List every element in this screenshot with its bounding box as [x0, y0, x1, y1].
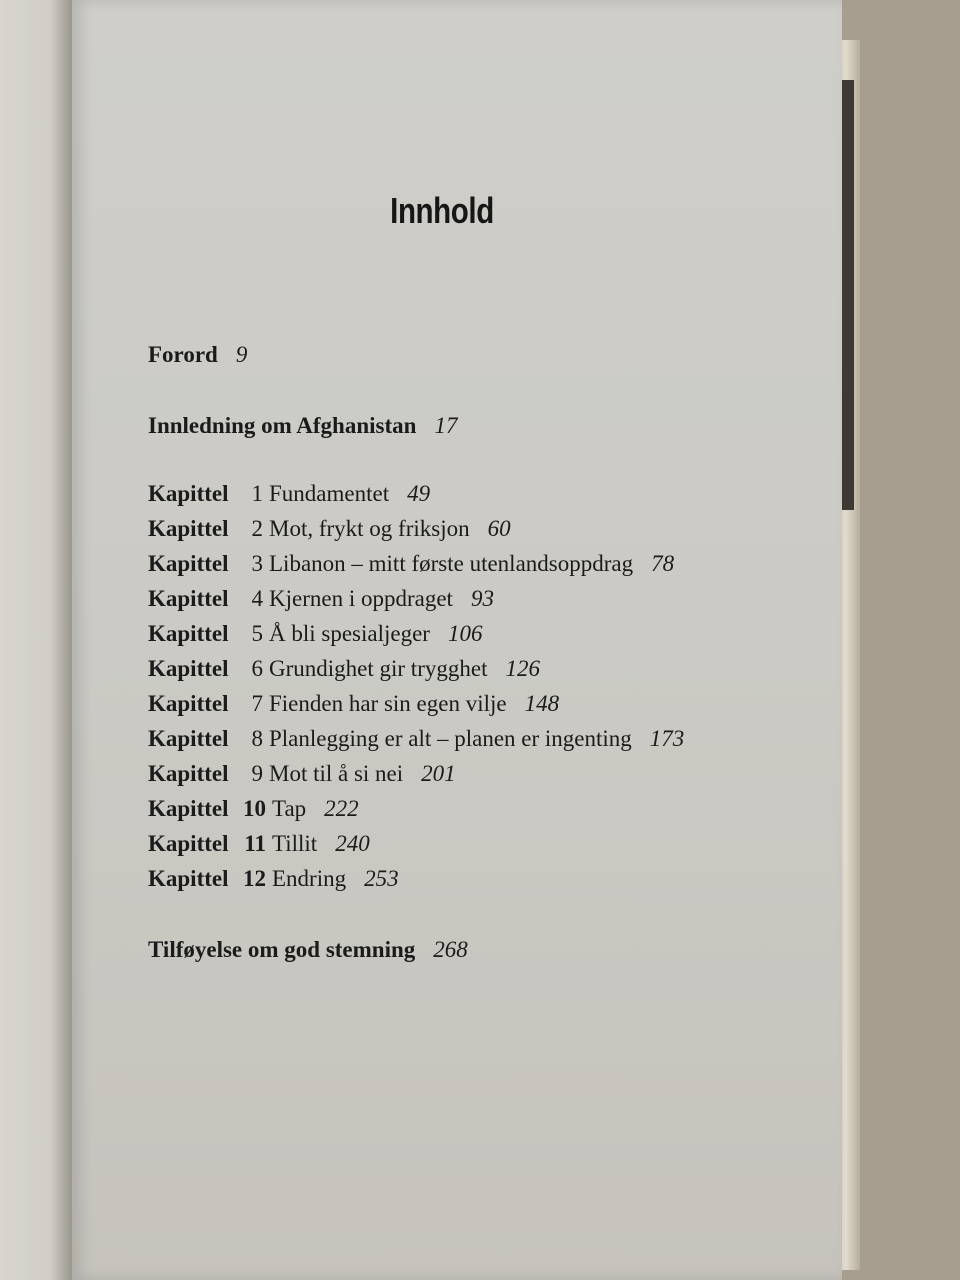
toc-page-number: 17 — [434, 413, 458, 438]
chapter-number: 4 — [251, 586, 263, 611]
toc-page-number: 106 — [447, 621, 483, 646]
chapter-number: 12 — [243, 866, 266, 891]
chapter-title: Å bli spesialjeger — [269, 621, 430, 646]
toc-chapter-row — [148, 586, 494, 616]
chapter-number: 6 — [251, 656, 263, 681]
toc-chapter-row — [148, 691, 559, 721]
toc-page-number: 173 — [649, 726, 685, 751]
page-title: Innhold — [390, 190, 494, 231]
chapter-prefix: Kapittel — [148, 691, 229, 716]
chapter-prefix: Kapittel — [148, 551, 229, 576]
chapter-number: 2 — [251, 516, 263, 541]
toc-chapter-row — [148, 551, 674, 581]
chapter-number: 3 — [251, 551, 263, 576]
toc-page-number: 60 — [487, 516, 511, 541]
toc-entry-label: Tilføyelse om god stemning — [148, 937, 416, 962]
toc-entry-label: Forord — [148, 342, 218, 367]
chapter-prefix: Kapittel — [148, 796, 229, 821]
toc-chapter-row — [148, 796, 359, 826]
toc-page-number: 93 — [470, 586, 494, 611]
toc-entry-label: Innledning om Afghanistan — [148, 413, 417, 438]
chapter-title: Mot, frykt og friksjon — [269, 516, 470, 541]
chapter-title: Libanon – mitt første utenlandsoppdrag — [269, 551, 634, 576]
chapter-number: 7 — [251, 691, 263, 716]
adjacent-page-edge — [0, 0, 72, 1280]
toc-page-number: 240 — [335, 831, 370, 856]
book-cover-dark-strip — [842, 80, 854, 510]
chapter-prefix: Kapittel — [148, 761, 229, 786]
toc-chapter-row — [148, 831, 370, 861]
chapter-prefix: Kapittel — [148, 516, 229, 541]
toc-chapter-row — [148, 656, 540, 686]
toc-page-number: 222 — [324, 796, 359, 821]
chapter-prefix: Kapittel — [148, 831, 229, 856]
toc-page-number: 78 — [651, 551, 675, 576]
chapter-title: Endring — [272, 866, 347, 891]
toc-entry-tilfoyelse — [148, 937, 468, 963]
toc-page-number: 49 — [407, 481, 431, 506]
chapter-prefix: Kapittel — [148, 866, 229, 891]
chapter-title: Planlegging er alt – planen er ingenting — [269, 726, 632, 751]
chapter-title: Fienden har sin egen vilje — [269, 691, 507, 716]
chapter-title: Mot til å si nei — [269, 761, 404, 786]
toc-page-number: 201 — [421, 761, 456, 786]
toc-page-number: 148 — [524, 691, 560, 716]
toc-chapter-row — [148, 761, 456, 791]
chapter-prefix: Kapittel — [148, 481, 229, 506]
chapter-number: 9 — [251, 761, 263, 786]
toc-entry-forord — [148, 342, 247, 368]
toc-chapter-row — [148, 866, 399, 896]
chapter-number: 10 — [243, 796, 266, 821]
chapter-prefix: Kapittel — [148, 656, 229, 681]
chapter-number: 8 — [251, 726, 263, 751]
chapter-number: 11 — [244, 831, 266, 856]
toc-chapter-row — [148, 621, 482, 651]
toc-page-number: 253 — [364, 866, 399, 891]
toc-entry-innledning — [148, 413, 457, 439]
toc-page-number: 268 — [433, 937, 468, 962]
chapter-number: 5 — [251, 621, 263, 646]
chapter-prefix: Kapittel — [148, 586, 229, 611]
chapter-number: 1 — [251, 481, 263, 506]
book-page — [72, 0, 842, 1280]
toc-chapter-row — [148, 516, 511, 546]
chapter-title: Grundighet gir trygghet — [269, 656, 488, 681]
chapter-title: Fundamentet — [269, 481, 390, 506]
chapter-prefix: Kapittel — [148, 726, 229, 751]
toc-chapter-row — [148, 726, 684, 756]
chapter-prefix: Kapittel — [148, 621, 229, 646]
toc-page-number: 126 — [505, 656, 540, 681]
chapter-title: Kjernen i oppdraget — [269, 586, 453, 611]
chapter-title: Tillit — [272, 831, 318, 856]
toc-page-number: 9 — [235, 342, 248, 367]
toc-chapter-row — [148, 481, 430, 511]
chapter-title: Tap — [272, 796, 307, 821]
